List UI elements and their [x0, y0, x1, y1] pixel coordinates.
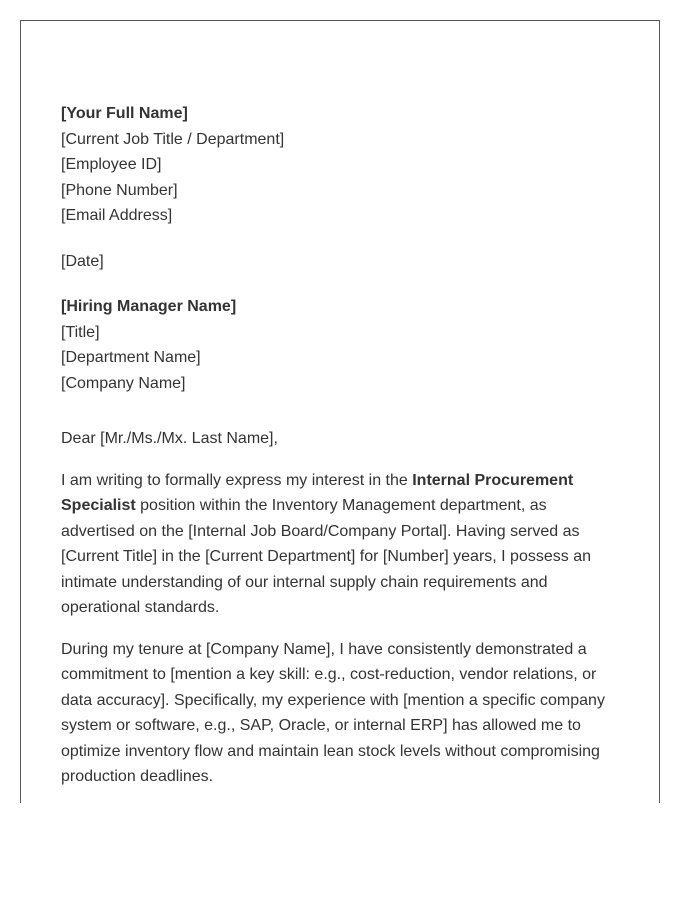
sender-block — [61, 101, 621, 229]
recipient-title: [Title] — [61, 323, 100, 341]
recipient-block — [61, 294, 621, 396]
paragraph-line: [Current Title] in the [Current Department] for [Number] years, I possess an — [61, 548, 591, 565]
letter-date: [Date] — [61, 252, 104, 270]
position-title-bold: Internal Procurement — [412, 471, 574, 489]
recipient-name: [Hiring Manager Name] — [61, 298, 237, 315]
paragraph-line: system or software, e.g., SAP, Oracle, or internal ERP] has allowed me to — [61, 717, 581, 734]
letter-content — [61, 101, 621, 790]
recipient-department: [Department Name] — [61, 349, 201, 366]
paragraph-line: production deadlines. — [61, 768, 214, 785]
position-title-bold: Specialist — [61, 497, 136, 514]
paragraph-text: I am writing to formally express my interest in the — [61, 471, 413, 489]
sender-name: [Your Full Name] — [61, 105, 188, 122]
paragraph-line: commitment to [mention a key skill: e.g., cost-reduction, vendor relations, or — [61, 666, 597, 683]
sender-email: [Email Address] — [61, 207, 173, 224]
paragraph-line: operational standards. — [61, 599, 220, 616]
sender-employee-id: [Employee ID] — [61, 156, 162, 173]
paragraph-line: data accuracy]. Specifically, my experience with [mention a specific company — [61, 691, 605, 709]
salutation: Dear [Mr./Ms./Mx. Last Name], — [61, 430, 278, 447]
letter-page — [20, 20, 660, 803]
body-paragraph-1 — [61, 468, 621, 621]
paragraph-line — [61, 493, 621, 519]
paragraph-line: advertised on the [Internal Job Board/Company Portal]. Having served as — [61, 522, 580, 540]
sender-phone: [Phone Number] — [61, 181, 178, 199]
recipient-company: [Company Name] — [61, 374, 186, 392]
body-paragraph-2 — [61, 637, 621, 790]
paragraph-line — [61, 468, 621, 494]
paragraph-line: optimize inventory flow and maintain lean stock levels without compromising — [61, 742, 600, 760]
paragraph-line: During my tenure at [Company Name], I have consistently demonstrated a — [61, 640, 587, 658]
sender-title: [Current Job Title / Department] — [61, 130, 285, 148]
paragraph-line: intimate understanding of our internal supply chain requirements and — [61, 573, 548, 591]
paragraph-text: position within the Inventory Management department, as — [135, 497, 547, 514]
